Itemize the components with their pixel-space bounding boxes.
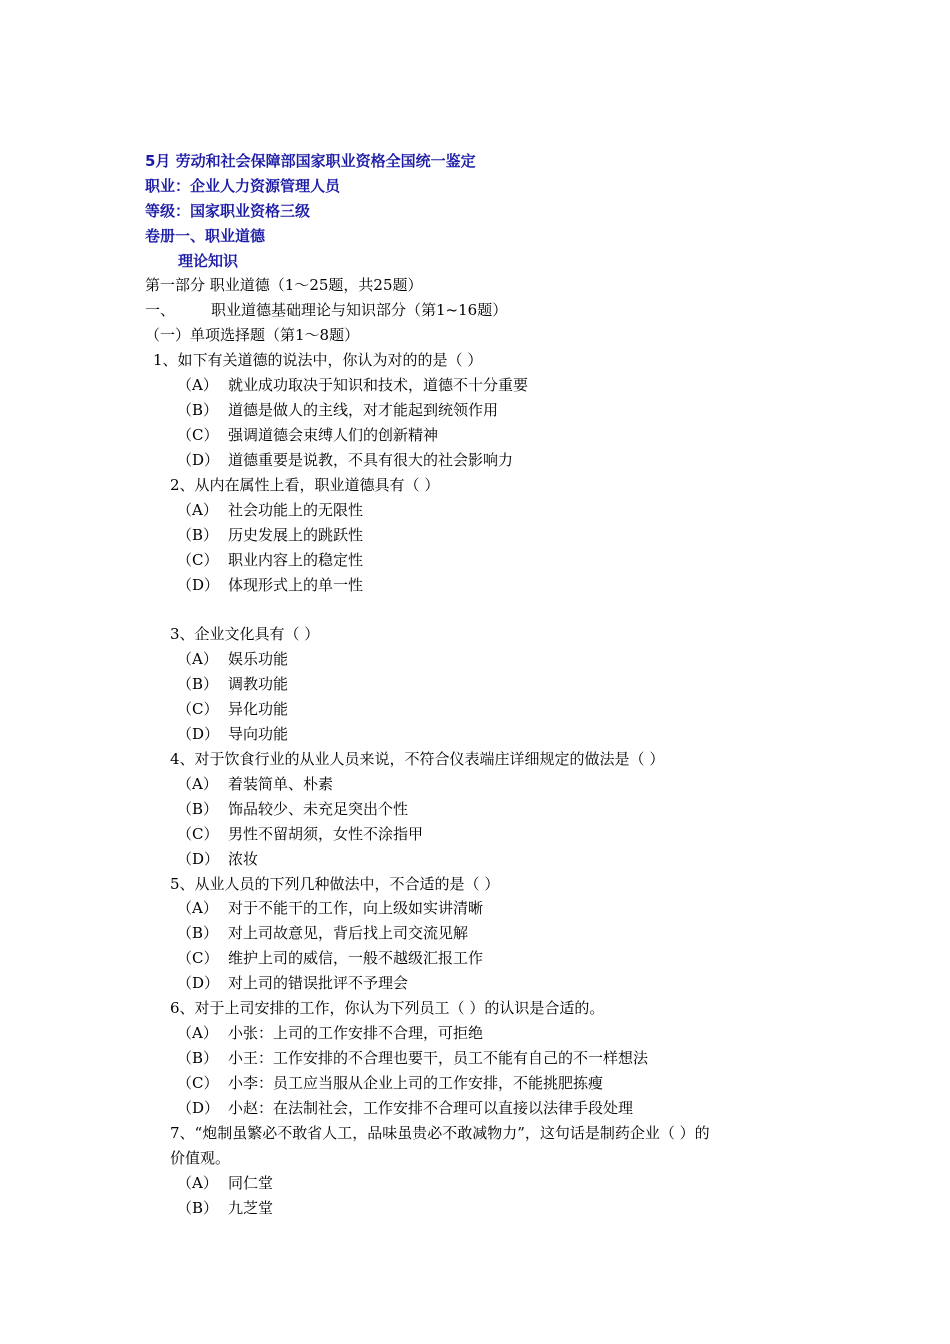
question-4: 4、对于饮食行业的从业人员来说，不符合仪表端庄详细规定的做法是（ ） [170,750,665,768]
option-label: （B） [177,675,219,693]
option-text: 同仁堂 [228,1174,274,1192]
option-text: 对上司的错误批评不予理会 [228,974,409,992]
option-2a [177,501,363,519]
option-label: （D） [177,974,220,992]
option-label: （B） [177,924,219,942]
option-text: 对上司故意见，背后找上司交流见解 [228,924,469,942]
option-5c [177,949,483,967]
option-label: （A） [177,1024,218,1042]
option-label: （D） [177,576,220,594]
question-2: 2、从内在属性上看，职业道德具有（ ） [170,476,440,494]
option-text: 九芝堂 [228,1199,274,1217]
option-label: （C） [177,551,219,569]
option-label: （B） [177,1199,219,1217]
option-text: 维护上司的威信，一般不越级汇报工作 [228,949,484,967]
option-3a [177,650,288,668]
option-7b [177,1199,273,1217]
option-text: 职业内容上的稳定性 [228,551,364,569]
option-text: 对于不能干的工作，向上级如实讲清晰 [228,899,484,917]
option-text: 异化功能 [228,700,289,718]
option-3c [177,700,288,718]
part-heading: 第一部分 职业道德（1～25题，共25题） [145,276,423,294]
option-6d [177,1099,633,1117]
option-label: （B） [177,800,219,818]
section-one-title: 职业道德基础理论与知识部分（第1~16题） [211,301,508,319]
question-6: 6、对于上司安排的工作，你认为下列员工（ ）的认识是合适的。 [170,999,605,1017]
option-6a [177,1024,483,1042]
option-text: 着装简单、朴素 [228,775,334,793]
option-4d [177,850,258,868]
option-label: （D） [177,451,220,469]
question-1: 1、如下有关道德的说法中，你认为对的的是（ ） [153,351,483,369]
option-text: 强调道德会束缚人们的创新精神 [228,426,439,444]
option-label: （A） [177,899,218,917]
option-3d [177,725,288,743]
option-label: （D） [177,850,220,868]
option-label: （B） [177,1049,219,1067]
option-6b [177,1049,648,1067]
option-text: 小赵：在法制社会，工作安排不合理可以直接以法律手段处理 [228,1099,634,1117]
option-label: （C） [177,1074,219,1092]
option-label: （D） [177,725,220,743]
question-7: 7、“炮制虽繁必不敢省人工，品味虽贵必不敢减物力”，这句话是制药企业（ ）的 [170,1124,710,1142]
document-title: 5月 劳动和社会保障部国家职业资格全国统一鉴定 [145,152,476,170]
option-label: （C） [177,825,219,843]
option-1d [177,451,513,469]
question-7-continued: 价值观。 [170,1149,231,1167]
option-5b [177,924,468,942]
option-label: （B） [177,526,219,544]
option-text: 调教功能 [228,675,289,693]
option-text: 就业成功取决于知识和技术，道德不十分重要 [228,376,529,394]
option-text: 浓妆 [228,850,259,868]
volume-line: 卷册一、职业道德 [145,227,266,245]
option-text: 道德重要是说教，不具有很大的社会影响力 [228,451,514,469]
occupation-line: 职业：企业人力资源管理人员 [145,177,341,195]
option-text: 小王：工作安排的不合理也要干，员工不能有自己的不一样想法 [228,1049,649,1067]
option-label: （A） [177,501,218,519]
option-text: 男性不留胡须，女性不涂指甲 [228,825,424,843]
question-5: 5、从业人员的下列几种做法中，不合适的是（ ） [170,875,500,893]
option-label: （B） [177,401,219,419]
option-4b [177,800,408,818]
option-label: （A） [177,650,218,668]
option-4c [177,825,423,843]
option-label: （A） [177,775,218,793]
subtitle-line: 理论知识 [178,252,239,270]
option-text: 体现形式上的单一性 [228,576,364,594]
option-text: 饰品较少、未充足突出个性 [228,800,409,818]
option-1a [177,376,528,394]
option-text: 社会功能上的无限性 [228,501,364,519]
option-text: 历史发展上的跳跃性 [228,526,364,544]
option-1b [177,401,498,419]
option-text: 导向功能 [228,725,289,743]
option-text: 小张：上司的工作安排不合理，可拒绝 [228,1024,484,1042]
option-label: （D） [177,1099,220,1117]
option-3b [177,675,288,693]
option-label: （A） [177,1174,218,1192]
option-label: （A） [177,376,218,394]
option-2d [177,576,363,594]
option-4a [177,775,333,793]
option-label: （C） [177,426,219,444]
option-6c [177,1074,603,1092]
option-2c [177,551,363,569]
level-line: 等级：国家职业资格三级 [145,202,311,220]
option-2b [177,526,363,544]
option-7a [177,1174,273,1192]
subsection-heading: （一）单项选择题（第1～8题） [145,326,360,344]
option-text: 道德是做人的主线，对才能起到统领作用 [228,401,499,419]
option-label: （C） [177,949,219,967]
option-5a [177,899,483,917]
option-text: 小李：员工应当服从企业上司的工作安排，不能挑肥拣瘦 [228,1074,604,1092]
option-label: （C） [177,700,219,718]
question-3: 3、企业文化具有（ ） [170,625,320,643]
section-one-number: 一、 [145,301,176,319]
option-text: 娱乐功能 [228,650,289,668]
option-5d [177,974,408,992]
option-1c [177,426,438,444]
